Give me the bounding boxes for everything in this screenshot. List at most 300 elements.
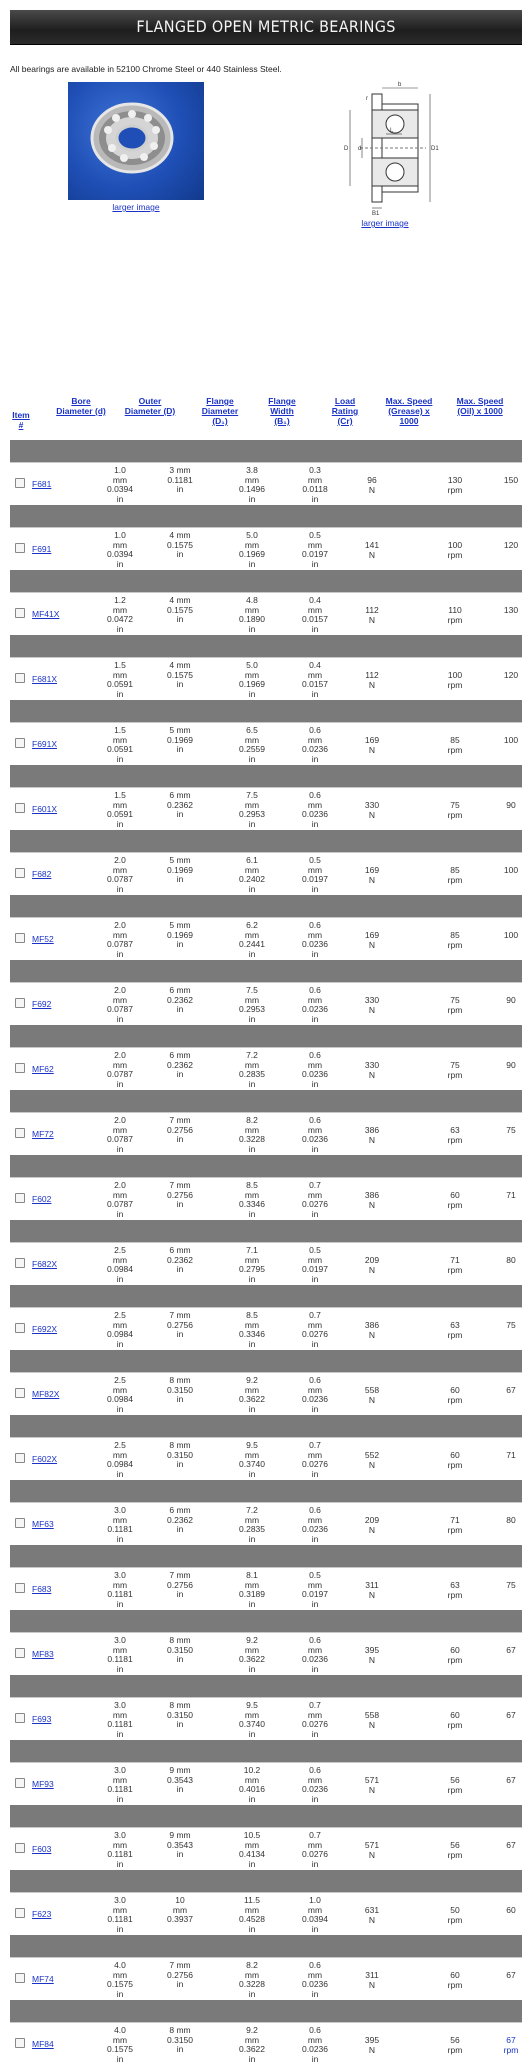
outer-cell-line: 7 mm [169,1570,191,1580]
outer-cell [160,531,200,560]
flange-width-cell-line: in [311,1598,319,1609]
flange-diameter-cell [232,1571,272,1609]
flange-diameter-cell-line: 0.1969 [239,549,265,559]
flange-width-cell-line: in [311,1078,319,1089]
load-rating-cell-line: N [368,939,376,950]
flange-diameter-cell-line: 0.4528 [239,1914,265,1924]
row-select-checkbox[interactable] [15,673,25,683]
flange-diameter-cell [232,1116,272,1154]
table-header [10,396,522,434]
item-link[interactable]: F681 [32,479,52,489]
item-link[interactable]: F603 [32,1844,52,1854]
bore-cell-line: 0.0787 [107,1199,133,1209]
header-speed-grease[interactable]: Max. Speed (Grease) x 1000 [385,396,433,426]
load-rating-cell-line: 631 [364,1905,380,1915]
outer-cell [160,466,200,495]
outer-cell-line: 0.3543 [167,1774,193,1785]
speed-oil-cell-line: 67 [506,1840,516,1850]
bore-cell-line: 2.0 [114,920,126,930]
bore-cell-line: mm [112,2034,128,2045]
flange-diameter-cell [232,1181,272,1219]
load-rating-cell [357,1971,387,1990]
outer-cell-line: in [176,1979,184,1989]
bore-cell-line: 0.0984 [107,1459,133,1469]
flange-diameter-cell-line: mm [244,1319,260,1330]
flange-width-cell-line: mm [307,2034,323,2045]
flange-diameter-cell-line: 6.5 [246,725,258,735]
flange-width-cell [295,1051,335,1089]
flange-width-cell-line: mm [307,1904,323,1915]
outer-cell [160,1831,200,1860]
bore-cell-line: 0.0984 [107,1329,133,1339]
flange-diameter-cell-line: in [248,1728,256,1739]
item-link[interactable]: F601X [32,804,58,814]
bore-cell-line: mm [112,1969,128,1980]
flange-diameter-cell-line: 0.3228 [239,1134,265,1144]
bore-cell-line: in [116,1273,124,1284]
outer-cell [160,726,200,755]
speed-grease-cell [435,1646,475,1665]
outer-cell-line: in [176,1134,184,1144]
flange-diameter-cell-line: 9.5 [246,1700,258,1710]
row-select-checkbox[interactable] [15,998,25,1008]
load-rating-cell [357,671,387,690]
bore-cell-line: mm [112,1059,128,1070]
speed-grease-cell [435,1126,475,1145]
speed-oil-cell [500,1711,522,1730]
row-separator [10,1025,522,1047]
flange-width-cell-line: in [311,1273,319,1284]
flange-diameter-cell [232,1831,272,1869]
table-row [10,852,522,895]
speed-oil-cell-line [500,1721,522,1731]
row-select-checkbox[interactable] [15,803,25,813]
row-select-checkbox[interactable] [15,1713,25,1723]
flange-diameter-cell-line: mm [244,2034,260,2045]
outer-cell-line: 7 mm [169,1960,191,1970]
outer-cell-line: in [176,2044,184,2054]
flange-width-cell-line: mm [307,1384,323,1395]
load-rating-cell-line: 571 [364,1840,380,1850]
load-rating-cell-line: N [368,1589,376,1600]
speed-oil-cell [500,1646,522,1665]
flange-width-cell-line: 0.4 [309,595,321,605]
load-rating-cell [357,1581,387,1600]
row-separator [10,1220,522,1242]
load-rating-cell [357,801,387,820]
photo-larger-image-link[interactable]: larger image [112,202,160,212]
bore-cell-line: 0.0984 [107,1394,133,1404]
speed-grease-cell [435,1971,475,1990]
flange-diameter-cell-line: 0.3346 [239,1199,265,1209]
header-load-rating[interactable]: Load Rating (Cr) [331,396,359,426]
flange-diameter-cell-line: mm [244,1774,260,1785]
row-select-checkbox[interactable] [15,1258,25,1268]
load-rating-cell-line: 112 [365,605,379,615]
bore-cell-line: mm [112,1124,128,1135]
outer-cell-line: 8 mm [169,1635,191,1645]
bore-cell-line: 0.0472 [107,614,133,624]
header-outer[interactable]: Outer Diameter (D) [124,396,176,416]
outer-cell [160,1571,200,1600]
item-link[interactable]: MF41X [32,609,60,619]
flange-diameter-cell-line: 10.5 [243,1830,261,1840]
speed-oil-cell-line: 150 [503,475,519,485]
outer-cell-line: in [176,549,184,559]
table-row [10,722,522,765]
bore-cell-line: 2.5 [114,1440,126,1450]
flange-width-cell-line: mm [307,1189,323,1200]
header-bore[interactable]: Bore Diameter (d) [56,396,106,416]
flange-diameter-cell [232,726,272,764]
bore-cell [100,1766,140,1804]
speed-grease-cell [435,736,475,755]
speed-oil-cell [500,1451,522,1470]
speed-grease-cell-line: 60 [450,1190,460,1200]
row-select-checkbox[interactable] [15,868,25,878]
item-link[interactable]: F683 [32,1584,52,1594]
row-select-checkbox[interactable] [15,543,25,553]
flange-width-cell-line: 0.3 [309,465,321,475]
bore-cell-line: in [116,623,124,634]
flange-diameter-cell-line: 8.5 [246,1310,258,1320]
flange-width-cell-line: in [311,1988,319,1999]
row-select-checkbox[interactable] [15,1973,25,1983]
bore-cell-line: in [116,1858,124,1869]
outer-cell-line: 7 mm [169,1310,191,1320]
flange-diameter-cell-line: 7.2 [246,1050,258,1060]
flange-diameter-cell-line: in [248,1988,256,1999]
speed-grease-cell [435,1256,475,1275]
outer-cell-line: 0.1181 [167,474,193,485]
item-link[interactable]: MF72 [32,1129,54,1139]
drawing-larger-image-link[interactable]: larger image [361,218,409,228]
outer-cell-line: 0.3543 [167,1839,193,1850]
row-select-checkbox[interactable] [15,1778,25,1788]
outer-cell-line: 10 [175,1895,185,1905]
load-rating-cell [357,1061,387,1080]
flange-diameter-cell-line: mm [244,1189,260,1200]
flange-diameter-cell-line: 0.1890 [239,614,265,624]
flange-width-cell [295,1181,335,1219]
item-link[interactable]: MF83 [32,1649,54,1659]
flange-diameter-cell [232,2026,272,2064]
outer-cell-line: 9 mm [169,1765,191,1775]
bearing-photo-image [68,82,204,200]
bearing-drawing[interactable] [330,80,440,216]
speed-grease-cell [435,866,475,885]
item-link[interactable]: F623 [32,1909,52,1919]
header-speed-oil[interactable]: Max. Speed (Oil) x 1000 [456,396,504,416]
item-link[interactable]: MF63 [32,1519,54,1529]
row-select-checkbox[interactable] [15,738,25,748]
flange-width-cell-line: 1.0 [309,1895,321,1905]
flange-diameter-cell-line: mm [244,1839,260,1850]
bore-cell-line: 1.2 [114,595,126,605]
flange-width-cell-line: mm [307,1969,323,1980]
load-rating-cell-line: N [368,1264,376,1275]
row-select-checkbox[interactable] [15,1388,25,1398]
bore-cell-line: 2.0 [114,1050,126,1060]
bearing-photo[interactable] [68,82,204,200]
table-row [10,1437,522,1480]
speed-oil-cell-line: 67 [506,1710,516,1720]
row-select-checkbox[interactable] [15,1128,25,1138]
drawing-label-D1: D1 [431,146,439,152]
header-flange-width[interactable]: Flange Width (B₁) [268,396,296,426]
bore-cell-line: 0.0984 [107,1264,133,1274]
bore-cell [100,1376,140,1414]
flange-width-cell-line: 0.0236 [302,1069,328,1079]
row-separator [10,440,522,462]
row-select-checkbox[interactable] [15,2038,25,2048]
item-link[interactable]: MF74 [32,1974,54,1984]
outer-cell-line: in [176,1524,184,1534]
item-link[interactable]: F692X [32,1324,58,1334]
flange-width-cell-line: mm [307,1254,323,1265]
item-link[interactable]: F691X [32,739,58,749]
speed-grease-cell-line: rpm [447,809,463,820]
row-select-checkbox[interactable] [15,608,25,618]
bore-cell-line: mm [112,1449,128,1460]
row-select-checkbox[interactable] [15,1583,25,1593]
flange-diameter-cell-line: in [248,1533,256,1544]
speed-grease-cell-line: 85 [450,930,460,940]
row-select-checkbox[interactable] [15,1453,25,1463]
flange-diameter-cell-line: mm [244,1059,260,1070]
flange-diameter-cell-line: mm [244,734,260,745]
table-row [10,1697,522,1740]
table-row [10,1307,522,1350]
flange-width-cell [295,531,335,569]
load-rating-cell-line: N [368,1784,376,1795]
load-rating-cell-line: 571 [364,1775,380,1785]
flange-width-cell [295,1506,335,1544]
outer-cell [160,1051,200,1080]
row-select-checkbox[interactable] [15,1063,25,1073]
bore-cell [100,856,140,894]
speed-oil-cell [500,1061,522,1080]
item-link[interactable]: F681X [32,674,58,684]
outer-cell-line: 8 mm [169,1440,191,1450]
bore-cell-line: 0.0591 [107,679,133,689]
bore-cell-line: mm [112,539,128,550]
speed-grease-cell-line: 100 [447,670,463,680]
bore-cell-line: 3.0 [114,1765,126,1775]
item-link[interactable]: MF93 [32,1779,54,1789]
speed-oil-cell [500,476,522,495]
load-rating-cell [357,1191,387,1210]
outer-cell-line: 6 mm [169,1505,191,1515]
speed-grease-cell [435,1061,475,1080]
speed-oil-cell-line [500,1591,522,1601]
speed-oil-cell [500,801,522,820]
item-link[interactable]: MF62 [32,1064,54,1074]
bore-cell-line: in [116,818,124,829]
table-row [10,1372,522,1415]
speed-grease-cell-line: rpm [447,1134,463,1145]
outer-cell-line: in [176,614,184,624]
speed-grease-cell [435,671,475,690]
row-select-checkbox[interactable] [15,1323,25,1333]
speed-oil-cell-line: 67 [506,2035,516,2045]
bearing-table [10,440,522,2065]
row-separator [10,830,522,852]
flange-width-cell-line: in [311,1533,319,1544]
outer-cell [160,1506,200,1535]
load-rating-cell-line: N [368,1849,376,1860]
header-item[interactable]: Item # [12,410,30,430]
outer-cell-line: in [176,1849,184,1859]
bore-cell-line: mm [112,799,128,810]
bore-cell-line: in [116,1338,124,1349]
row-select-checkbox[interactable] [15,933,25,943]
outer-cell-line: 0.2756 [167,1319,193,1330]
outer-cell-line: in [176,1004,184,1014]
outer-cell-line: mm [172,1904,188,1915]
flange-width-cell-line: in [311,558,319,569]
flange-width-cell [295,1766,335,1804]
row-separator [10,1805,522,1827]
flange-diameter-cell [232,1246,272,1284]
intro-text: All bearings are available in 52100 Chrome Steel or 440 Stainless Steel. [10,64,282,74]
bore-cell-line: 0.0394 [107,549,133,559]
speed-oil-cell-line [500,486,522,496]
table-row [10,592,522,635]
flange-diameter-cell-line: 5.0 [246,660,258,670]
bore-cell-line: mm [112,1709,128,1720]
bore-cell-line: 1.5 [114,790,126,800]
item-link[interactable]: F692 [32,999,52,1009]
speed-grease-cell-line: 75 [450,800,460,810]
load-rating-cell-line: N [368,679,376,690]
table-row [10,917,522,960]
flange-diameter-cell-line: in [248,753,256,764]
item-link[interactable]: MF84 [32,2039,54,2049]
speed-oil-cell [500,1906,522,1925]
table-row [10,462,522,505]
item-link[interactable]: F682 [32,869,52,879]
row-select-checkbox[interactable] [15,1843,25,1853]
item-link[interactable]: F682X [32,1259,58,1269]
flange-diameter-cell-line: in [248,623,256,634]
item-link[interactable]: F691 [32,544,52,554]
outer-cell-line: 9 mm [169,1830,191,1840]
speed-grease-cell-line: 85 [450,735,460,745]
row-select-checkbox[interactable] [15,1648,25,1658]
header-flange-diameter[interactable]: Flange Diameter (D₁) [201,396,239,426]
flange-diameter-cell-line: 0.3189 [239,1589,265,1599]
table-row [10,1047,522,1090]
item-link[interactable]: F602 [32,1194,52,1204]
load-rating-cell [357,2036,387,2055]
bore-cell-line: mm [112,864,128,875]
flange-width-cell-line: 0.0236 [302,809,328,819]
item-link[interactable]: F602X [32,1454,58,1464]
item-link[interactable]: F693 [32,1714,52,1724]
bore-cell-line: 1.5 [114,725,126,735]
row-select-checkbox[interactable] [15,1518,25,1528]
speed-grease-cell-line: 60 [450,1645,460,1655]
flange-diameter-cell-line: mm [244,1579,260,1590]
flange-width-cell-line: in [311,1143,319,1154]
outer-cell-line: in [176,1264,184,1274]
speed-grease-cell-line: rpm [447,1719,463,1730]
load-rating-cell-line: N [368,1199,376,1210]
bore-cell [100,1896,140,1934]
flange-diameter-cell-line: 6.2 [246,920,258,930]
bore-cell-line: in [116,688,124,699]
outer-cell [160,596,200,625]
outer-cell [160,1896,200,1925]
bore-cell [100,1571,140,1609]
row-select-checkbox[interactable] [15,1908,25,1918]
speed-grease-cell-line: rpm [447,1004,463,1015]
bore-cell-line: 0.0787 [107,1134,133,1144]
flange-diameter-cell-line: 0.3740 [239,1719,265,1729]
outer-cell [160,1376,200,1405]
row-select-checkbox[interactable] [15,478,25,488]
outer-cell-line: in [176,1199,184,1209]
bore-cell [100,986,140,1024]
flange-width-cell-line: 0.6 [309,1635,321,1645]
flange-width-cell-line: 0.0236 [302,1979,328,1989]
flange-width-cell-line: mm [307,1839,323,1850]
flange-diameter-cell-line: mm [244,1254,260,1265]
drawing-label-d: d [358,146,362,152]
flange-width-cell [295,856,335,894]
flange-diameter-cell-line: mm [244,669,260,680]
load-rating-cell-line: N [368,1654,376,1665]
table-row [10,787,522,830]
row-select-checkbox[interactable] [15,1193,25,1203]
speed-oil-cell-line [500,616,522,626]
bore-cell-line: 0.1575 [107,1979,133,1989]
flange-diameter-cell [232,921,272,959]
speed-oil-cell [500,1776,522,1795]
outer-cell [160,1961,200,1990]
speed-oil-cell-line [500,1526,522,1536]
load-rating-cell-line: N [368,1459,376,1470]
load-rating-cell-line: N [368,2044,376,2055]
flange-width-cell-line: 0.0157 [302,679,328,689]
speed-grease-cell [435,476,475,495]
outer-cell [160,661,200,690]
outer-cell-line: 0.3150 [167,1384,193,1395]
flange-diameter-cell-line: 0.2441 [239,939,265,949]
row-separator [10,700,522,722]
bore-cell-line: mm [112,1254,128,1265]
row-separator [10,1285,522,1307]
outer-cell-line: in [176,939,184,949]
bore-cell-line: 3.0 [114,1700,126,1710]
outer-cell [160,1116,200,1145]
load-rating-cell-line: 330 [364,800,380,810]
bore-cell-line: in [116,1793,124,1804]
bore-cell [100,1506,140,1544]
item-link[interactable]: MF52 [32,934,54,944]
flange-diameter-cell-line: in [248,1273,256,1284]
speed-oil-cell-line: 75 [506,1580,516,1590]
table-row [10,1502,522,1545]
flange-diameter-cell-line: 0.3228 [239,1979,265,1989]
speed-oil-cell-line [500,1916,522,1926]
bore-cell-line: mm [112,604,128,615]
load-rating-cell-line: 552 [364,1450,380,1460]
speed-oil-cell [500,606,522,625]
outer-cell-line: 0.1969 [167,734,193,745]
item-link[interactable]: MF82X [32,1389,60,1399]
